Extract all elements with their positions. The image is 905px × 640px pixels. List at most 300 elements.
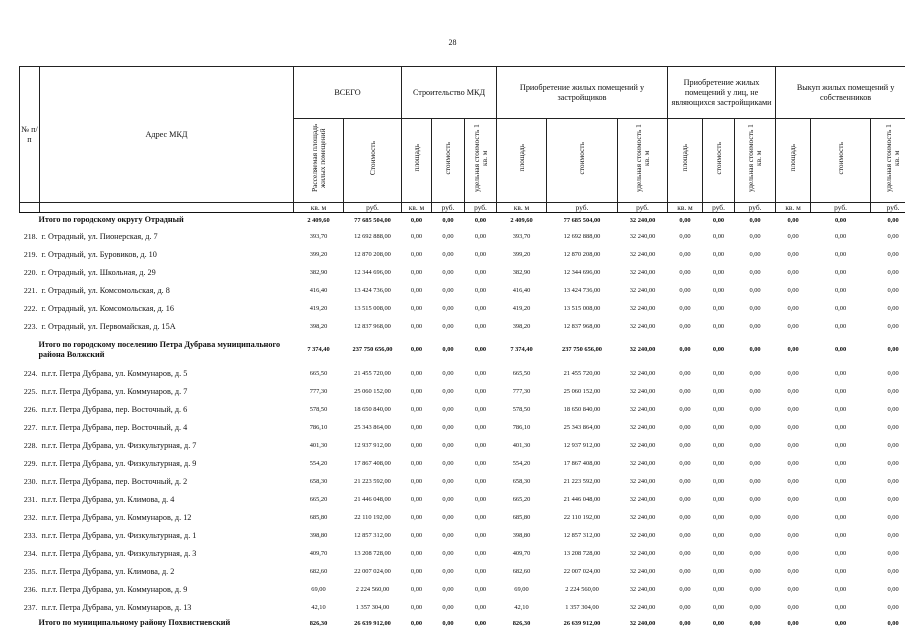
cell-value: 32 240,00 — [629, 619, 656, 627]
row-address: п.г.т. Петра Дубрава, пер. Восточный, д. 4 — [41, 422, 188, 432]
cell-value: 0,00 — [442, 387, 454, 395]
cell-value: 0,00 — [679, 531, 691, 539]
subheader-cost: стоимость — [811, 119, 871, 203]
cell-value: 69,00 — [514, 585, 529, 593]
cell-value: 0,00 — [749, 216, 761, 224]
cell-value: 32 240,00 — [629, 513, 656, 521]
cell-value: 0,00 — [679, 216, 691, 224]
cell-value: 0,00 — [410, 405, 423, 413]
cell-value: 0,00 — [749, 619, 761, 627]
cell-value: 0,00 — [712, 567, 725, 575]
unit-rub: руб. — [871, 203, 905, 213]
unit-rub: руб. — [344, 203, 402, 213]
cell-value: 0,00 — [474, 369, 487, 377]
cell-value: 0,00 — [474, 322, 487, 330]
cell-value: 399,20 — [512, 250, 531, 258]
cell-value: 13 424 736,00 — [563, 286, 601, 294]
cell-value: 0,00 — [834, 603, 847, 611]
cell-value: 32 240,00 — [629, 459, 656, 467]
cell-value: 0,00 — [887, 405, 899, 413]
cell-value: 2 409,60 — [510, 216, 533, 224]
subheader-cost: стоимость — [547, 119, 618, 203]
cell-value: 12 344 696,00 — [563, 268, 601, 276]
unit-empty — [20, 203, 40, 213]
cell-value: 0,00 — [834, 322, 847, 330]
cell-value: 0,00 — [787, 477, 799, 485]
cell-value: 0,00 — [712, 603, 725, 611]
unit-rub: руб. — [432, 203, 465, 213]
row-address: п.г.т. Петра Дубрава, ул. Коммунаров, д. 12 — [41, 512, 192, 522]
subheader-unit-cost: удельная стоимость 1 кв. м — [871, 119, 905, 203]
cell-value: 382,90 — [512, 268, 531, 276]
cell-value: 0,00 — [474, 387, 487, 395]
row-number: 232. — [23, 512, 38, 522]
cell-value: 32 240,00 — [629, 346, 656, 353]
subheader-cost: стоимость — [432, 119, 465, 203]
cell-value: 0,00 — [887, 549, 899, 557]
row-number: 220. — [23, 267, 38, 277]
cell-value: 32 240,00 — [629, 216, 656, 224]
cell-value: 0,00 — [887, 346, 899, 353]
cell-value: 0,00 — [834, 304, 847, 312]
subtotal-label: Итого по городскому поселению Петра Дубрава муниципального района Волжский — [38, 339, 281, 359]
cell-value: 0,00 — [442, 346, 454, 353]
cell-value: 0,00 — [442, 441, 454, 449]
cell-value: 22 110 192,00 — [563, 513, 601, 521]
cell-value: 665,20 — [512, 495, 531, 503]
cell-value: 0,00 — [749, 268, 761, 276]
cell-value: 0,00 — [442, 619, 454, 627]
cell-value: 0,00 — [787, 567, 799, 575]
cell-value: 398,80 — [512, 531, 531, 539]
cell-value: 0,00 — [887, 322, 899, 330]
cell-value: 0,00 — [679, 619, 691, 627]
cell-value: 12 870 208,00 — [563, 250, 601, 258]
cell-value: 0,00 — [712, 513, 725, 521]
group-total-header: ВСЕГО — [294, 67, 402, 119]
row-address: п.г.т. Петра Дубрава, ул. Коммунаров, д. 13 — [41, 602, 192, 612]
cell-value: 0,00 — [712, 369, 725, 377]
unit-rub: руб. — [465, 203, 497, 213]
cell-value: 777,30 — [512, 387, 531, 395]
cell-value: 0,00 — [834, 268, 847, 276]
cell-value: 0,00 — [749, 232, 761, 240]
subtotal-label: Итого по городскому округу Отрадный — [38, 215, 184, 225]
cell-value: 393,70 — [512, 232, 531, 240]
cell-value: 21 446 048,00 — [563, 495, 601, 503]
cell-value: 0,00 — [410, 603, 423, 611]
row-number: 226. — [23, 404, 38, 414]
cell-value: 398,20 — [512, 322, 531, 330]
cell-value: 77 685 504,00 — [563, 216, 601, 224]
cell-value: 0,00 — [474, 549, 487, 557]
cell-value: 0,00 — [442, 495, 454, 503]
cell-value: 0,00 — [787, 286, 799, 294]
row-address: г. Отрадный, ул. Пионерская, д. 7 — [41, 231, 158, 241]
cell-value: 0,00 — [474, 513, 487, 521]
subheader-unit-cost: удельная стоимость 1 кв. м — [618, 119, 668, 203]
cell-value: 0,00 — [410, 619, 423, 627]
cell-value: 0,00 — [787, 387, 799, 395]
cell-value: 32 240,00 — [629, 268, 656, 276]
table-row — [20, 382, 905, 400]
cell-value: 0,00 — [442, 423, 454, 431]
row-number: 225. — [23, 386, 38, 396]
table-row — [20, 436, 905, 454]
cell-value: 32 240,00 — [629, 286, 656, 294]
subheader-resettled-area: Расселяемая площадь жилых помещений — [294, 119, 344, 203]
cell-value: 7 374,40 — [510, 346, 533, 353]
cell-value: 0,00 — [442, 585, 454, 593]
cell-value: 0,00 — [712, 216, 725, 224]
cell-value: 12 857 312,00 — [563, 531, 601, 539]
cell-value: 0,00 — [474, 459, 487, 467]
cell-value: 0,00 — [887, 459, 899, 467]
cell-value: 0,00 — [834, 423, 847, 431]
cell-value: 0,00 — [712, 346, 725, 353]
cell-value: 0,00 — [834, 232, 847, 240]
cell-value: 0,00 — [749, 531, 761, 539]
cell-value: 685,80 — [309, 513, 328, 521]
table-row — [20, 418, 905, 436]
row-address: г. Отрадный, ул. Первомайская, д. 15А — [41, 321, 176, 331]
cell-value: 0,00 — [749, 495, 761, 503]
cell-value: 554,20 — [512, 459, 531, 467]
cell-value: 0,00 — [679, 369, 691, 377]
row-number: 234. — [23, 548, 38, 558]
unit-sqm: кв. м — [668, 203, 703, 213]
cell-value: 0,00 — [749, 346, 761, 353]
row-address: г. Отрадный, ул. Комсомольская, д. 16 — [41, 303, 174, 313]
cell-value: 0,00 — [474, 531, 487, 539]
cell-value: 0,00 — [679, 495, 691, 503]
row-number: 227. — [23, 422, 38, 432]
cell-value: 0,00 — [410, 286, 423, 294]
cell-value: 0,00 — [787, 459, 799, 467]
cell-value: 0,00 — [410, 513, 423, 521]
cell-value: 32 240,00 — [629, 477, 656, 485]
table-row — [20, 598, 905, 616]
cell-value: 26 639 912,00 — [563, 619, 601, 627]
row-number: 236. — [23, 584, 38, 594]
cell-value: 0,00 — [410, 567, 423, 575]
subheader-area: площадь — [776, 119, 811, 203]
cell-value: 0,00 — [887, 495, 899, 503]
cell-value: 0,00 — [474, 441, 487, 449]
cell-value: 682,60 — [309, 567, 328, 575]
address-header: Адрес МКД — [40, 67, 294, 203]
cell-value: 0,00 — [712, 250, 725, 258]
cell-value: 658,30 — [512, 477, 531, 485]
cell-value: 0,00 — [679, 603, 691, 611]
row-address: п.г.т. Петра Дубрава, ул. Климова, д. 2 — [41, 566, 175, 576]
cell-value: 0,00 — [410, 232, 423, 240]
cell-value: 0,00 — [410, 216, 423, 224]
cell-value: 826,30 — [309, 619, 328, 627]
cell-value: 13 208 728,00 — [354, 549, 391, 557]
cell-value: 0,00 — [410, 585, 423, 593]
cell-value: 786,10 — [309, 423, 328, 431]
cell-value: 12 937 912,00 — [563, 441, 601, 449]
cell-value: 0,00 — [787, 304, 799, 312]
cell-value: 0,00 — [887, 250, 899, 258]
group-construction-header: Строительство МКД — [402, 67, 497, 119]
cell-value: 0,00 — [749, 369, 761, 377]
cell-value: 0,00 — [474, 405, 487, 413]
unit-rub: руб. — [618, 203, 668, 213]
cell-value: 0,00 — [442, 304, 454, 312]
row-address: г. Отрадный, ул. Буровиков, д. 10 — [41, 249, 157, 259]
cell-value: 0,00 — [410, 369, 423, 377]
cell-value: 12 692 888,00 — [563, 232, 601, 240]
cell-value: 13 515 008,00 — [563, 304, 601, 312]
unit-sqm: кв. м — [402, 203, 432, 213]
cell-value: 0,00 — [749, 423, 761, 431]
cell-value: 0,00 — [834, 549, 847, 557]
unit-rub: руб. — [703, 203, 735, 213]
cell-value: 0,00 — [442, 549, 454, 557]
cell-value: 0,00 — [834, 441, 847, 449]
cell-value: 0,00 — [887, 441, 899, 449]
cell-value: 0,00 — [679, 567, 691, 575]
cell-value: 2 409,60 — [307, 216, 330, 224]
resettlement-table — [19, 66, 905, 630]
cell-value: 32 240,00 — [629, 250, 656, 258]
row-address: п.г.т. Петра Дубрава, ул. Физкультурная, д. 3 — [41, 548, 197, 558]
row-number: 230. — [23, 476, 38, 486]
cell-value: 0,00 — [679, 441, 691, 449]
cell-value: 0,00 — [474, 423, 487, 431]
cell-value: 0,00 — [834, 286, 847, 294]
cell-value: 0,00 — [887, 268, 899, 276]
cell-value: 0,00 — [787, 250, 799, 258]
cell-value: 13 515 008,00 — [354, 304, 391, 312]
cell-value: 0,00 — [474, 603, 487, 611]
cell-value: 0,00 — [787, 531, 799, 539]
row-number: 221. — [23, 285, 38, 295]
table-row — [20, 490, 905, 508]
row-address: п.г.т. Петра Дубрава, ул. Физкультурная, д. 7 — [41, 440, 197, 450]
group-developers-header: Приобретение жилых помещений у застройщиков — [497, 67, 668, 119]
cell-value: 0,00 — [442, 216, 454, 224]
table-row — [20, 580, 905, 598]
cell-value: 0,00 — [887, 585, 899, 593]
cell-value: 237 750 656,00 — [352, 346, 393, 353]
cell-value: 32 240,00 — [629, 304, 656, 312]
cell-value: 0,00 — [787, 405, 799, 413]
cell-value: 22 110 192,00 — [354, 513, 391, 521]
cell-value: 0,00 — [834, 619, 847, 627]
cell-value: 32 240,00 — [629, 369, 656, 377]
cell-value: 0,00 — [749, 585, 761, 593]
table-row — [20, 562, 905, 580]
cell-value: 21 455 720,00 — [563, 369, 601, 377]
cell-value: 682,60 — [512, 567, 531, 575]
unit-sqm: кв. м — [497, 203, 547, 213]
unit-rub: руб. — [811, 203, 871, 213]
cell-value: 777,30 — [309, 387, 328, 395]
subtotal-row — [20, 616, 905, 630]
row-number: 235. — [23, 566, 38, 576]
row-number: 237. — [23, 602, 38, 612]
cell-value: 0,00 — [749, 304, 761, 312]
cell-value: 12 837 968,00 — [563, 322, 601, 330]
cell-value: 0,00 — [442, 531, 454, 539]
cell-value: 0,00 — [474, 216, 487, 224]
page-number: 28 — [448, 38, 457, 47]
cell-value: 0,00 — [410, 549, 423, 557]
cell-value: 237 750 656,00 — [562, 346, 602, 353]
row-number: 219. — [23, 249, 38, 259]
cell-value: 0,00 — [887, 369, 899, 377]
subtotal-row — [20, 335, 905, 364]
cell-value: 69,00 — [311, 585, 326, 593]
cell-value: 0,00 — [787, 322, 799, 330]
cell-value: 0,00 — [679, 232, 691, 240]
row-number: 222. — [23, 303, 38, 313]
table-row — [20, 526, 905, 544]
cell-value: 786,10 — [512, 423, 531, 431]
cell-value: 0,00 — [712, 477, 725, 485]
cell-value: 0,00 — [712, 304, 725, 312]
cell-value: 12 870 208,00 — [354, 250, 391, 258]
cell-value: 0,00 — [442, 250, 454, 258]
subtotal-label: Итого по муниципальному району Похвистневский — [38, 618, 231, 628]
unit-empty — [40, 203, 294, 213]
cell-value: 0,00 — [679, 304, 691, 312]
cell-value: 0,00 — [679, 423, 691, 431]
cell-value: 42,10 — [514, 603, 529, 611]
cell-value: 18 650 840,00 — [563, 405, 601, 413]
subheader-area: площадь — [497, 119, 547, 203]
cell-value: 0,00 — [887, 286, 899, 294]
cell-value: 0,00 — [887, 513, 899, 521]
cell-value: 0,00 — [679, 405, 691, 413]
cell-value: 578,50 — [309, 405, 328, 413]
row-number: 228. — [23, 440, 38, 450]
table-row — [20, 281, 905, 299]
cell-value: 0,00 — [834, 387, 847, 395]
row-number: 231. — [23, 494, 38, 504]
cell-value: 0,00 — [787, 232, 799, 240]
cell-value: 77 685 504,00 — [354, 216, 391, 224]
cell-value: 0,00 — [787, 423, 799, 431]
cell-value: 0,00 — [887, 477, 899, 485]
cell-value: 0,00 — [410, 531, 423, 539]
cell-value: 0,00 — [474, 495, 487, 503]
cell-value: 409,70 — [512, 549, 531, 557]
cell-value: 0,00 — [410, 322, 423, 330]
cell-value: 0,00 — [442, 232, 454, 240]
subheader-unit-cost: удельная стоимость 1 кв. м — [465, 119, 497, 203]
table-row — [20, 472, 905, 490]
row-number: 224. — [23, 368, 38, 378]
cell-value: 0,00 — [834, 216, 847, 224]
cell-value: 0,00 — [834, 459, 847, 467]
cell-value: 0,00 — [410, 387, 423, 395]
cell-value: 0,00 — [712, 232, 725, 240]
cell-value: 0,00 — [834, 585, 847, 593]
cell-value: 0,00 — [410, 304, 423, 312]
cell-value: 0,00 — [712, 531, 725, 539]
table-row — [20, 299, 905, 317]
cell-value: 0,00 — [410, 441, 423, 449]
cell-value: 0,00 — [834, 369, 847, 377]
cell-value: 416,40 — [309, 286, 328, 294]
row-number: 223. — [23, 321, 38, 331]
subtotal-row — [20, 213, 905, 228]
cell-value: 0,00 — [787, 441, 799, 449]
cell-value: 0,00 — [679, 513, 691, 521]
cell-value: 0,00 — [410, 250, 423, 258]
cell-value: 18 650 840,00 — [354, 405, 391, 413]
cell-value: 0,00 — [442, 405, 454, 413]
cell-value: 32 240,00 — [629, 495, 656, 503]
cell-value: 0,00 — [834, 531, 847, 539]
cell-value: 0,00 — [887, 387, 899, 395]
cell-value: 0,00 — [749, 387, 761, 395]
cell-value: 0,00 — [410, 495, 423, 503]
cell-value: 0,00 — [474, 250, 487, 258]
cell-value: 0,00 — [712, 549, 725, 557]
row-number: 218. — [23, 231, 38, 241]
table-body — [20, 213, 905, 631]
cell-value: 0,00 — [749, 477, 761, 485]
cell-value: 382,90 — [309, 268, 328, 276]
cell-value: 0,00 — [749, 459, 761, 467]
subheader-area: площадь — [402, 119, 432, 203]
unit-rub: руб. — [547, 203, 618, 213]
cell-value: 419,20 — [309, 304, 328, 312]
cell-value: 419,20 — [512, 304, 531, 312]
cell-value: 17 867 408,00 — [563, 459, 601, 467]
row-address: п.г.т. Петра Дубрава, ул. Физкультурная, д. 9 — [41, 458, 197, 468]
cell-value: 0,00 — [749, 549, 761, 557]
cell-value: 0,00 — [887, 232, 899, 240]
unit-sqm: кв. м — [776, 203, 811, 213]
cell-value: 826,30 — [512, 619, 531, 627]
cell-value: 401,30 — [512, 441, 531, 449]
group-buyout-header: Выкуп жилых помещений у собственников — [776, 67, 905, 119]
cell-value: 399,20 — [309, 250, 328, 258]
cell-value: 0,00 — [887, 619, 899, 627]
cell-value: 1 357 304,00 — [355, 603, 390, 611]
num-header: № п/п — [20, 67, 40, 203]
row-address: п.г.т. Петра Дубрава, ул. Коммунаров, д. 7 — [41, 386, 188, 396]
cell-value: 0,00 — [834, 346, 847, 353]
cell-value: 0,00 — [834, 405, 847, 413]
cell-value: 0,00 — [679, 286, 691, 294]
cell-value: 0,00 — [834, 513, 847, 521]
cell-value: 393,70 — [309, 232, 328, 240]
table-row — [20, 508, 905, 526]
cell-value: 12 344 696,00 — [354, 268, 391, 276]
cell-value: 0,00 — [442, 322, 454, 330]
row-address: г. Отрадный, ул. Школьная, д. 29 — [41, 267, 156, 277]
cell-value: 0,00 — [787, 369, 799, 377]
cell-value: 0,00 — [679, 322, 691, 330]
cell-value: 21 223 592,00 — [563, 477, 601, 485]
table-row — [20, 544, 905, 562]
cell-value: 0,00 — [834, 250, 847, 258]
cell-value: 0,00 — [442, 603, 454, 611]
table-row — [20, 364, 905, 382]
cell-value: 32 240,00 — [629, 585, 656, 593]
cell-value: 0,00 — [834, 477, 847, 485]
cell-value: 409,70 — [309, 549, 328, 557]
cell-value: 0,00 — [442, 567, 454, 575]
cell-value: 0,00 — [442, 369, 454, 377]
